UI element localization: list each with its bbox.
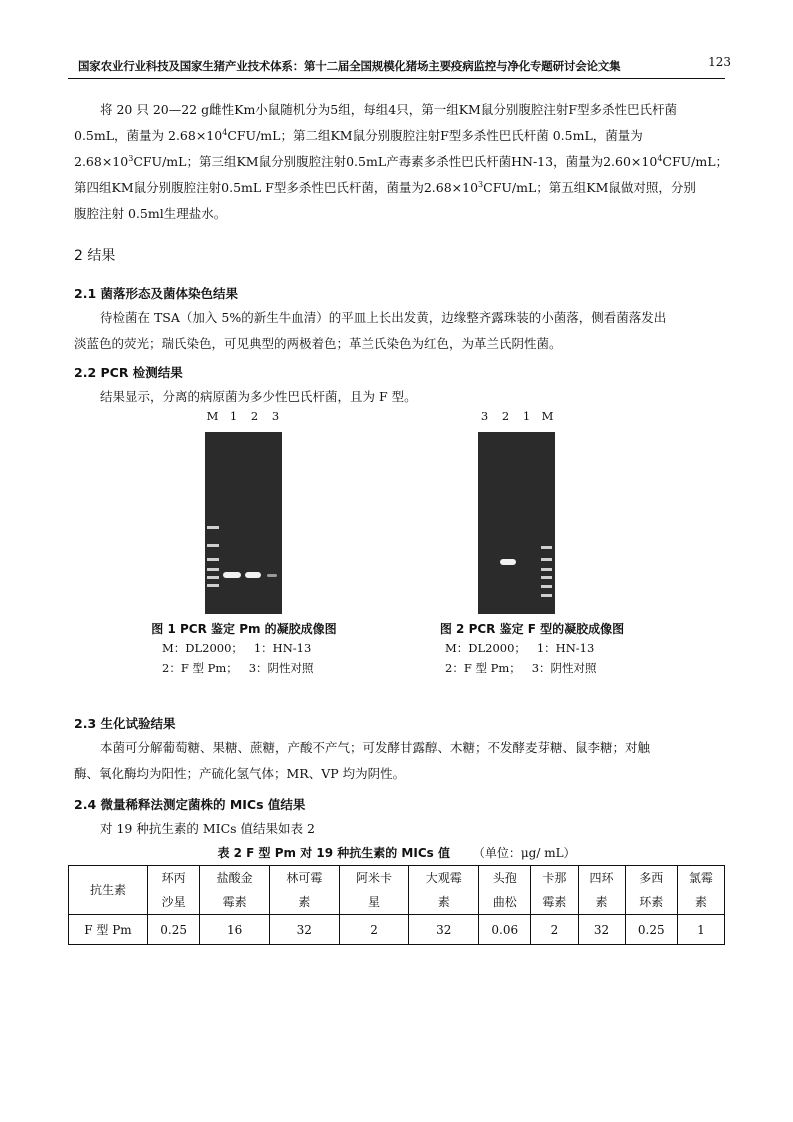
col-header: 头孢 曲松	[479, 866, 531, 915]
section-2-1-title: 2.1 菌落形态及菌体染色结果	[74, 286, 238, 301]
fig2-caption: 图 2 PCR 鉴定 F 型的凝胶成像图	[439, 622, 625, 636]
col-header: 氯霉 素	[677, 866, 724, 915]
col-header: 大观霉 素	[409, 866, 479, 915]
s22-text: 结果显示，分离的病原菌为多少性巴氏杆菌，且为 F 型。	[100, 389, 417, 404]
table-cell: 1	[677, 915, 724, 945]
table-cell: 2	[339, 915, 409, 945]
section-2-title: 2 结果	[74, 248, 116, 264]
fig1-legend-1: M：DL2000； 1：HN-13	[162, 641, 312, 655]
table-cell: 32	[578, 915, 625, 945]
fig2-gel-image	[478, 432, 555, 614]
s24-text: 对 19 种抗生素的 MICs 值结果如表 2	[100, 821, 315, 836]
intro-line-1: 将 20 只 20—22 g雌性Km小鼠随机分为5组，每组4只，第一组KM鼠分别腹腔注射F型多杀性巴氏杆菌	[100, 102, 678, 117]
intro-line-4: 第四组KM鼠分别腹腔注射0.5mL F型多杀性巴氏杆菌，菌量为$2.68\times 10^3CFU/mL$；第五组KM鼠做对照，分别	[74, 179, 696, 195]
fig1-lane-labels: M 1 2 3	[206, 409, 280, 423]
s23-line-1: 本菌可分解葡萄糖、果糖、蔗糖，产酸不产气；可发酵甘露醇、木糖；不发酵麦芽糖、鼠李糖；对触	[100, 740, 651, 755]
running-header	[68, 52, 731, 79]
section-2-2-title: 2.2 PCR 检测结果	[74, 365, 183, 380]
col-header: 盐酸金 霉素	[200, 866, 270, 915]
intro-line-3: $2.68\times 10^3CFU/mL$；第三组KM鼠分别腹腔注射0.5mL产毒素多杀性巴氏杆菌HN-13，菌量为$2.60\times 10^4CFU/mL$；	[74, 153, 729, 169]
fig2-lane-labels: 3 2 1 M	[480, 409, 554, 423]
col-header: 林可霉 素	[269, 866, 339, 915]
table-cell: 0.25	[625, 915, 677, 945]
header-title: 国家农业行业科技及国家生猪产业技术体系：第十二届全国规模化猪场主要疫病监控与净化专题研讨会论文集	[78, 59, 621, 73]
intro-line-2: 0.5mL，菌量为 $2.68\times 10^4CFU/mL$；第二组KM鼠分别腹腔注射F型多杀性巴氏杆菌 0.5mL，菌量为	[74, 127, 643, 143]
s21-line-1: 待检菌在 TSA（加入 5%的新生牛血清）的平皿上长出发黄，边缘整齐露珠装的小菌落，侧看菌落发出	[100, 310, 667, 325]
intro-line-5: 腹腔注射 0.5ml生理盐水。	[74, 206, 227, 221]
section-2-3-title: 2.3 生化试验结果	[74, 716, 176, 731]
s21-line-2: 淡蓝色的荧光；瑞氏染色，可见典型的两极着色；革兰氏染色为红色，为革兰氏阴性菌。	[74, 336, 562, 351]
fig2-legend-2: 2：F 型 Pm； 3：阴性对照	[445, 661, 597, 675]
table-cell: 32	[269, 915, 339, 945]
fig1-gel-image	[205, 432, 282, 614]
row-header-cell: 抗生素	[69, 866, 148, 915]
col-header: 四环 素	[578, 866, 625, 915]
mic-table	[68, 865, 725, 945]
table-cell: 16	[200, 915, 270, 945]
table-row	[69, 915, 725, 945]
table-header-row	[69, 866, 725, 915]
fig2-legend-1: M：DL2000； 1：HN-13	[445, 641, 595, 655]
table-cell: 32	[409, 915, 479, 945]
fig1-legend-2: 2：F 型 Pm； 3：阴性对照	[162, 661, 314, 675]
col-header: 环丙 沙星	[148, 866, 200, 915]
col-header: 多西 环素	[625, 866, 677, 915]
row-label: F 型 Pm	[69, 915, 148, 945]
table-cell: 0.25	[148, 915, 200, 945]
table-cell: 2	[531, 915, 578, 945]
s23-line-2: 酶、氧化酶均为阳性；产硫化氢气体；MR、VP 均为阴性。	[74, 766, 406, 781]
page-number: 123	[708, 55, 731, 69]
section-2-4-title: 2.4 微量稀释法测定菌株的 MICs 值结果	[74, 797, 306, 812]
table-cell: 0.06	[479, 915, 531, 945]
col-header: 卡那 霉素	[531, 866, 578, 915]
col-header: 阿米卡 星	[339, 866, 409, 915]
fig1-caption: 图 1 PCR 鉴定 Pm 的凝胶成像图	[151, 622, 337, 636]
table-caption: 表 2 F 型 Pm 对 19 种抗生素的 MICs 值 （单位：μg/ mL）	[217, 846, 576, 860]
